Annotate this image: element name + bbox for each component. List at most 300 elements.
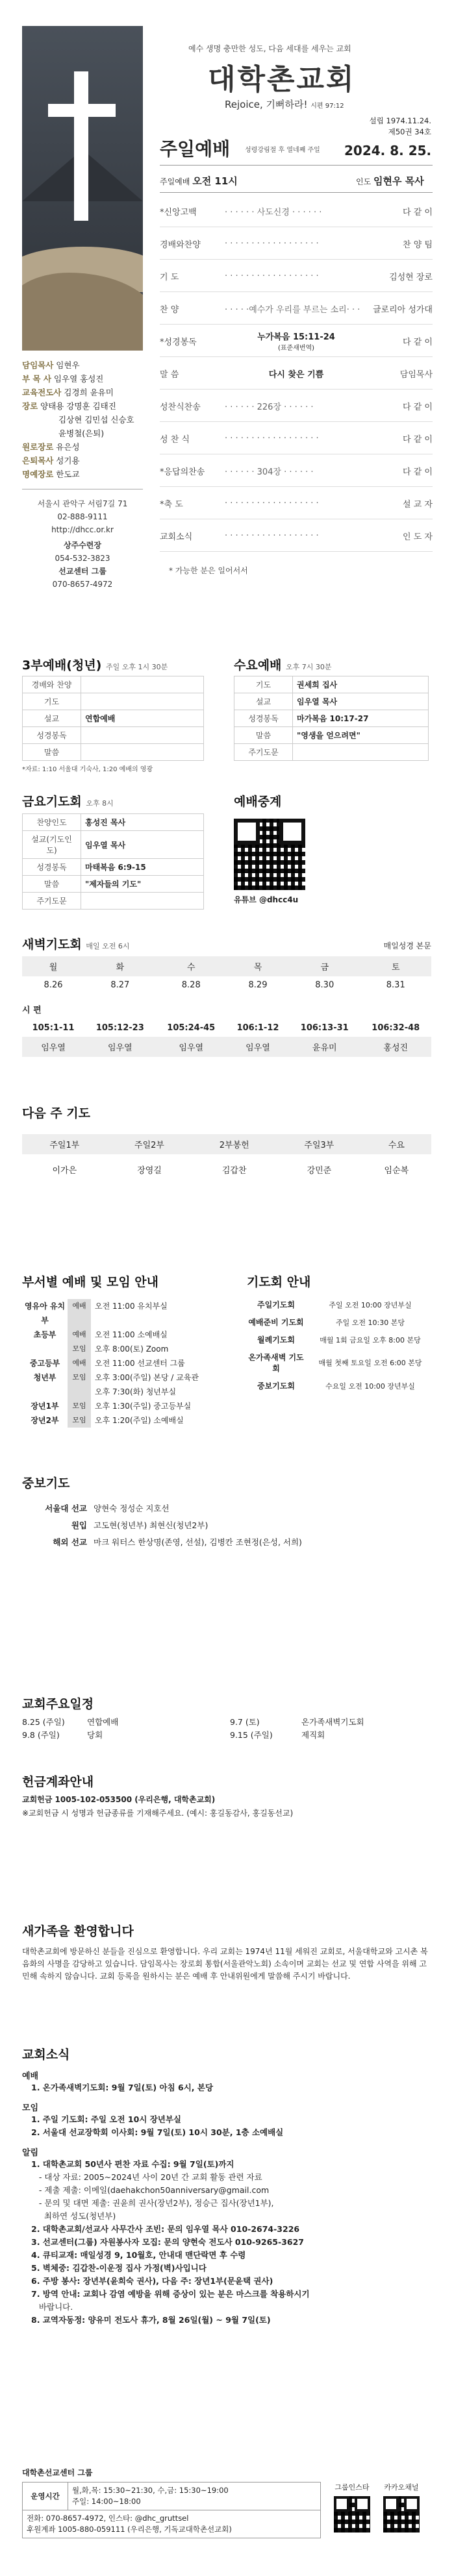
order-row <box>160 422 433 454</box>
order-mid: · · · · · · · · · · · · · · · · · · <box>225 271 319 281</box>
prayer-guide-row <box>247 1317 435 1328</box>
table-row <box>22 956 431 976</box>
next-prayer-header: 주일1부 <box>49 1141 80 1150</box>
service-time-label: 주일예배 <box>160 177 190 186</box>
news-item: 6. 주방 봉사: 장년부(윤희숙 권사), 다음 주: 장년1부(문윤택 권사) <box>31 2276 273 2286</box>
table-row <box>23 859 204 876</box>
prayer-guide <box>247 1272 435 1398</box>
welcome-section <box>22 1922 431 1983</box>
dept-info: 오전 11:00 유치부실 <box>95 1302 168 1311</box>
row-label: 찬양인도 <box>23 814 81 831</box>
row-label: 경배와 찬양 <box>23 676 81 693</box>
dawn-date: 8.26 <box>44 980 63 990</box>
service-time <box>160 174 238 188</box>
dept-info: 오전 11:00 소예배실 <box>95 1330 168 1339</box>
welcome-text: 대학촌교회에 방문하신 분들을 진심으로 환영합니다. 우리 교회는 1974년 11월 세워진 교회로, 서울대학교와 고시촌 복음화의 사명을 감당하고 있습니다. 담임목사는 장로회 통합(서울관악노회) 소속이며 교회는 선교 및 연합 사역을 위해 고민해 속하지 않습니다. 교회 등록을 원하시는 분은 예배 후 안내위원에게 말씀해 주시기 바랍니다. <box>22 1947 428 1981</box>
intercession-row <box>22 1517 431 1534</box>
next-prayer-header: 주일2부 <box>134 1141 164 1150</box>
dept-type: 모임 <box>68 1399 91 1413</box>
next-prayer-table <box>22 1134 431 1185</box>
dept-name: 청년부 <box>33 1373 57 1382</box>
youtube-handle[interactable]: 유튜브 @dhcc4u <box>234 895 299 904</box>
next-prayer-name: 김갑찬 <box>221 1166 247 1176</box>
order-item: 기 도 <box>160 272 179 282</box>
order-leader: 담임목사 <box>399 369 433 380</box>
order-item: 말 씀 <box>160 369 179 380</box>
row-label: 성경봉독 <box>23 859 81 876</box>
order-row <box>160 454 433 487</box>
mission-label: 선교센터 그룹 <box>58 567 107 576</box>
divider <box>160 551 433 552</box>
news-section-head: 예배 <box>22 2072 39 2081</box>
order-row <box>160 390 433 422</box>
dept-row <box>22 1299 223 1328</box>
hours-label: 운영시간 <box>23 2483 68 2510</box>
dept-type <box>68 1385 91 1399</box>
order-center-sub: (표준새번역) <box>277 345 315 352</box>
intercession-value: 마크 워터스 한상명(존영, 선설), 김병칸 조현정(은성, 서희) <box>94 1537 302 1547</box>
table-row <box>23 710 204 727</box>
news-item: 1. 대학촌교회 50년사 편찬 자료 수집: 9월 7일(토)까지 <box>31 2159 234 2169</box>
schedule-row <box>22 1729 431 1742</box>
service-lead-label: 인도 <box>356 177 372 186</box>
dawn-day: 월 <box>49 963 58 972</box>
order-mid: · · · · · · · · · · · · · · · · · · <box>225 530 319 541</box>
mission-account: 후원계좌 1005-880-059111 (우리은행, 기독교대학촌선교회) <box>27 2525 232 2534</box>
table-row <box>22 994 431 1019</box>
mission-center-title: 대학촌선교센터 그룹 <box>22 2468 93 2477</box>
schedule-row <box>22 1716 431 1729</box>
dept-row <box>22 1413 223 1428</box>
staff-role: 은퇴목사 <box>22 456 54 465</box>
news-item: - 문의 및 대면 제출: 권윤희 권사(장년2부), 정승근 집사(장년1부), <box>31 2198 274 2208</box>
table-row <box>23 814 204 831</box>
dept-type: 예배 <box>68 1299 91 1328</box>
table-row <box>22 1037 431 1057</box>
service-time-value: 오전 11시 <box>192 175 238 187</box>
dawn-day: 화 <box>116 963 125 972</box>
dept-type: 예배 <box>68 1356 91 1370</box>
branch-label: 상주수련장 <box>64 541 101 550</box>
schedule-date2: 9.15 (주일) <box>230 1730 273 1740</box>
prayer-guide-name: 월례기도회 <box>257 1335 295 1344</box>
news-item: 7. 방역 안내: 교회나 감염 예방을 위해 증상이 있는 분은 마스크를 착용하시기 <box>31 2289 310 2299</box>
prayer-guide-info: 수요일 오전 10:00 장년부실 <box>325 1381 415 1391</box>
row-value: "제자들의 기도" <box>81 876 204 893</box>
next-prayer-name: 강민준 <box>307 1166 332 1176</box>
rejoice-ref: 시편 97:12 <box>310 103 344 110</box>
prayer-guide-row <box>247 1380 435 1391</box>
table-row <box>234 676 429 693</box>
staff-role: 교육전도사 <box>22 388 62 397</box>
prayer-guide-name: 예배준비 기도회 <box>248 1318 304 1327</box>
row-value <box>81 693 204 710</box>
table-row <box>22 976 431 994</box>
table-row <box>234 727 429 744</box>
broadcast-title: 예배중계 <box>234 795 282 809</box>
staff-role: 장로 <box>22 401 38 411</box>
order-row <box>160 260 433 292</box>
divider <box>160 192 433 193</box>
dept-name <box>22 1342 68 1356</box>
offering-account: 교회헌금 1005-102-053500 (우리은행, 대학촌교회) <box>22 1795 216 1804</box>
wednesday-service <box>234 656 429 761</box>
staff-row <box>22 372 143 386</box>
dawn-psalm: 105:12-23 <box>95 1023 144 1033</box>
prayer-guide-name: 온가족새벽 기도회 <box>248 1353 304 1373</box>
next-prayer-name: 장영길 <box>137 1166 162 1176</box>
dept-info: 오전 11:00 선교센터 그룹 <box>95 1359 185 1368</box>
order-row <box>160 519 433 552</box>
order-item: 교회소식 <box>160 532 193 542</box>
prayer-guide-row <box>247 1299 435 1310</box>
row-value: 권세희 집사 <box>293 676 429 693</box>
order-row <box>160 292 433 325</box>
mission-center-box <box>22 2482 321 2538</box>
branch-phone: 054-532-3823 <box>55 554 110 563</box>
row-value <box>81 727 204 744</box>
table-row <box>22 1134 431 1154</box>
intercession-title: 중보기도 <box>22 1476 70 1491</box>
youth-table <box>22 676 204 761</box>
dept-row <box>22 1399 223 1413</box>
prayer-guide-name: 중보기도회 <box>257 1381 295 1391</box>
news-item: - 제출 제출: 이메일(daehakchon50anniversary@gmail.com <box>31 2185 270 2195</box>
order-leader: 글로리아 성가대 <box>372 304 433 315</box>
dept-row <box>22 1356 223 1370</box>
dawn-psalm: 106:1-12 <box>236 1023 279 1033</box>
row-label: 설교 <box>234 693 293 710</box>
staff-name: 유은성 <box>56 442 80 452</box>
table-row <box>234 744 429 761</box>
order-leader: 다 같 이 <box>403 337 433 347</box>
kakao-label: 카카오채널 <box>384 2483 419 2492</box>
service-title: 주일예배 <box>160 138 231 160</box>
dept-type: 모임 <box>68 1370 91 1385</box>
row-value <box>81 893 204 910</box>
youth-service <box>22 656 210 773</box>
rejoice-verse <box>225 97 344 111</box>
staff-row <box>22 358 143 372</box>
order-leader: 다 같 이 <box>403 467 433 477</box>
order-mid: · · · · · · · · · · · · · · · · · · <box>225 238 319 249</box>
kakao-channel <box>383 2482 420 2538</box>
staff-name: 성기용 <box>56 456 80 465</box>
table-row <box>23 693 204 710</box>
staff-role: 부 목 사 <box>22 374 51 384</box>
next-prayer-header: 주일3부 <box>304 1141 334 1150</box>
dept-row <box>22 1370 223 1385</box>
order-item: *신앙고백 <box>160 207 197 217</box>
dawn-date: 8.27 <box>110 980 130 990</box>
friday-table <box>22 813 204 910</box>
order-row <box>160 487 433 519</box>
church-motto: 예수 생명 충만한 성도, 다음 세대를 세우는 교회 <box>188 44 351 53</box>
group-insta-label: 그룹인스타 <box>334 2483 370 2492</box>
footer <box>22 2467 438 2538</box>
psalm-label: 시 편 <box>22 1006 42 1015</box>
row-label: 기도 <box>23 693 81 710</box>
order-center-text: 다시 찾은 기쁨 <box>268 369 324 380</box>
table-row <box>234 693 429 710</box>
staff-name: 임우열 홍성진 <box>53 374 104 384</box>
broadcast-section <box>234 792 364 905</box>
intercession-label: 서울대 선교 <box>45 1504 87 1513</box>
intercession-label: 해외 선교 <box>53 1537 87 1547</box>
dawn-leader: 홍성진 <box>383 1043 409 1053</box>
next-prayer-title: 다음 주 기도 <box>22 1106 90 1121</box>
staff-row <box>22 386 143 399</box>
row-label: 설교(기도인도) <box>23 831 81 859</box>
schedule-event2: 제직회 <box>301 1730 325 1740</box>
dawn-leader: 윤유미 <box>312 1043 337 1053</box>
order-leader: 다 같 이 <box>403 434 433 445</box>
order-item: 찬 양 <box>160 304 179 315</box>
table-row <box>22 1154 431 1185</box>
dawn-day: 수 <box>186 963 195 972</box>
friday-prayer <box>22 792 210 910</box>
dawn-day: 목 <box>253 963 262 972</box>
dawn-leader: 임우열 <box>246 1043 270 1053</box>
intercession-value: 고도현(청년부) 최현신(청년2부) <box>94 1520 208 1530</box>
news-item: 1. 주일 기도회: 주일 오전 10시 장년부실 <box>31 2114 182 2124</box>
order-mid: · · · · ·예수가 우리를 부르는 소리· · · <box>225 304 360 315</box>
schedule-event: 연합예배 <box>87 1717 119 1727</box>
order-item: 경배와찬양 <box>160 240 201 250</box>
dept-type: 모임 <box>68 1413 91 1428</box>
order-leader: 다 같 이 <box>403 207 433 217</box>
row-value: 연합예배 <box>81 710 204 727</box>
table-row <box>23 876 204 893</box>
staff-role: 담임목사 <box>22 360 54 370</box>
dept-name <box>22 1385 68 1399</box>
dawn-psalm: 106:32-48 <box>372 1023 420 1033</box>
volume: 제50권 34호 <box>388 127 431 136</box>
order-mid: · · · · · · · · · · · · · · · · · · <box>225 498 319 508</box>
order-item: *성경봉독 <box>160 337 197 347</box>
order-row <box>160 357 433 390</box>
dept-type: 모임 <box>68 1342 91 1356</box>
dawn-psalm: 105:24-45 <box>167 1023 216 1033</box>
staff-name: 한도교 <box>56 469 80 479</box>
kakao-qr-icon[interactable] <box>383 2496 420 2533</box>
dept-name: 영유아 유치부 <box>24 1302 66 1325</box>
staff-role: 명예장로 <box>22 469 54 479</box>
staff-row <box>22 467 143 481</box>
order-item: *축 도 <box>160 499 183 510</box>
dawn-bible-label: 매일성경 본문 <box>383 941 431 950</box>
news-item: 3. 선교센터(그룹) 자원봉사자 모집: 문의 양현숙 전도사 010-9265-3627 <box>31 2237 304 2247</box>
phone: 02-888-9111 <box>57 512 108 521</box>
dept-name: 장년2부 <box>31 1416 59 1425</box>
intercession-row <box>22 1500 431 1517</box>
hours-sunday: 주일: 14:00~18:00 <box>72 2497 141 2506</box>
dawn-leader: 임우열 <box>107 1043 132 1053</box>
staff-row <box>22 427 143 440</box>
service-lead <box>356 174 424 188</box>
row-value: 홍성진 목사 <box>81 814 204 831</box>
row-value <box>293 744 429 761</box>
order-center <box>225 330 368 352</box>
prayer-guide-info: 매월 1회 금요일 오후 8:00 본당 <box>320 1335 421 1344</box>
mission-contact: 전화: 070-8657-4972, 인스타: @dhc_gruttsel <box>27 2514 189 2523</box>
row-value: 임우열 목사 <box>81 831 204 859</box>
news-section-head: 모임 <box>22 2103 39 2113</box>
dept-row <box>22 1328 223 1342</box>
news-list <box>22 2069 431 2327</box>
news-item: - 대상 자료: 2005~2024년 사이 20년 간 교회 활동 관련 자료 <box>31 2172 262 2182</box>
dawn-prayer <box>22 935 431 1057</box>
order-leader: 김성현 장로 <box>389 272 433 282</box>
dept-list <box>22 1299 223 1428</box>
dept-info: 오후 8:00(토) Zoom <box>95 1344 169 1354</box>
schedule-section <box>22 1694 431 1742</box>
row-label: 성경봉독 <box>23 727 81 744</box>
dawn-date: 8.30 <box>315 980 334 990</box>
dept-type: 예배 <box>68 1328 91 1342</box>
hours-weekday: 월,화,목: 15:30~21:30, 수,금: 15:30~19:00 <box>72 2486 229 2495</box>
staff-name: 김상현 김민섭 신승호 <box>58 415 134 425</box>
prayer-guide-row <box>247 1352 435 1374</box>
dawn-psalm: 106:13-31 <box>300 1023 349 1033</box>
table-row <box>23 744 204 761</box>
table-row <box>22 1019 431 1037</box>
order-mid: · · · · · · 226장 · · · · · · <box>225 402 314 412</box>
dept-name: 초등부 <box>33 1330 57 1339</box>
dept-info: 오후 1:20(주일) 소예배실 <box>95 1416 184 1425</box>
order-item: *응답의찬송 <box>160 467 205 477</box>
welcome-title: 새가족을 환영합니다 <box>22 1924 134 1938</box>
row-value: "영생을 얻으려면" <box>293 727 429 744</box>
news-item: 2. 서울대 선교장학회 이사회: 9월 7일(토) 10시 30분, 1층 소예배실 <box>31 2127 284 2137</box>
news-item: 1. 온가족새벽기도회: 9월 7일(토) 아침 6시, 본당 <box>31 2083 214 2092</box>
contact-info <box>22 497 143 591</box>
next-prayer-name: 이가은 <box>52 1166 77 1176</box>
staff-row <box>22 413 143 427</box>
intercession-section <box>22 1474 431 1551</box>
staff-row <box>22 399 143 413</box>
table-row <box>23 676 204 693</box>
next-prayer <box>22 1104 431 1185</box>
service-date: 2024. 8. 25. <box>344 143 432 158</box>
schedule-list <box>22 1716 431 1742</box>
row-value: 마가복음 10:17-27 <box>293 710 429 727</box>
dawn-psalm: 105:1-11 <box>32 1023 75 1033</box>
news-item: 8. 교역자동정: 양유미 전도사 휴가, 8월 26일(월) ~ 9월 7일(토) <box>31 2315 271 2325</box>
order-mid: · · · · · · 사도신경 · · · · · · <box>225 207 322 217</box>
youth-note: *자료: 1:10 서울대 기숙사, 1:20 예배의 영광 <box>22 766 153 773</box>
row-label: 설교 <box>23 710 81 727</box>
dawn-title: 새벽기도회 매일 오전 6시 <box>22 937 130 952</box>
service-lead-value: 임현우 목사 <box>373 175 424 187</box>
news-title: 교회소식 <box>22 2048 70 2062</box>
next-prayer-header: 수요 <box>388 1141 405 1150</box>
schedule-date: 8.25 (주일) <box>22 1717 65 1727</box>
rejoice-text: Rejoice, 기뻐하라! <box>225 99 308 110</box>
staff-name: 임현우 <box>56 360 80 370</box>
staff-role: 원로장로 <box>22 442 54 452</box>
wednesday-title: 수요예배 오후 7시 30분 <box>234 658 332 673</box>
homepage-link[interactable]: http://dhcc.or.kr <box>51 525 114 534</box>
schedule-event2: 온가족새벽기도회 <box>301 1717 364 1727</box>
church-name: 대학촌교회 <box>208 63 356 96</box>
row-label: 기도 <box>234 676 293 693</box>
established-info <box>334 116 431 138</box>
prayer-guide-title: 기도회 안내 <box>247 1275 311 1289</box>
intercession-row <box>22 1534 431 1551</box>
dept-info: 오후 1:30(주일) 중고등부실 <box>95 1402 192 1411</box>
row-label: 말씀 <box>23 744 81 761</box>
row-value <box>81 744 204 761</box>
dept-title: 부서별 예배 및 모임 안내 <box>22 1275 158 1289</box>
prayer-guide-name: 주일기도회 <box>257 1300 295 1309</box>
dawn-table <box>22 956 431 1057</box>
insta-qr-icon[interactable] <box>334 2496 370 2533</box>
schedule-date2: 9.7 (토) <box>230 1717 260 1727</box>
dept-info: 오후 7:30(화) 청년부실 <box>95 1387 177 1396</box>
address: 서울시 관악구 서림7길 71 <box>37 499 128 508</box>
dept-info: 오후 3:00(주일) 본당 / 교육관 <box>95 1373 199 1382</box>
news-section <box>22 2045 431 2327</box>
news-item: 최하연 성도(청년부) <box>31 2211 116 2221</box>
dept-section <box>22 1272 223 1428</box>
staff-name: 김경희 윤유미 <box>64 388 114 397</box>
wednesday-table <box>234 676 429 761</box>
staff-list <box>22 351 143 481</box>
schedule-title: 교회주요일정 <box>22 1697 94 1711</box>
staff-name: 양태용 강명훈 김태진 <box>40 401 116 411</box>
youtube-qr-icon[interactable] <box>234 819 305 890</box>
dawn-day: 금 <box>320 963 329 972</box>
prayer-guide-info: 매월 첫째 토요일 오전 6:00 본당 <box>318 1359 422 1367</box>
group-insta <box>334 2482 370 2538</box>
intercession-list <box>22 1500 431 1551</box>
dawn-leader: 임우열 <box>41 1043 66 1053</box>
order-leader: 설 교 자 <box>403 499 433 510</box>
intercession-label: 원입 <box>71 1520 87 1530</box>
order-mid: · · · · · · · · · · · · · · · · · · <box>225 433 319 443</box>
schedule-event: 당회 <box>87 1730 103 1740</box>
dawn-date: 8.31 <box>386 980 405 990</box>
news-item: 5. 벽체중: 김갑찬-이운정 집사 가정(벽)사입니다 <box>31 2263 207 2273</box>
dept-row <box>22 1385 223 1399</box>
staff-row <box>22 454 143 467</box>
row-value: 마태복음 6:9-15 <box>81 859 204 876</box>
row-label: 말씀 <box>234 727 293 744</box>
established-date: 설립 1974.11.24. <box>369 116 431 125</box>
offering-section <box>22 1772 431 1818</box>
row-label: 말씀 <box>23 876 81 893</box>
order-leader: 다 같 이 <box>403 402 433 412</box>
prayer-guide-info: 주일 오전 10:30 본당 <box>336 1318 405 1327</box>
order-row <box>160 195 433 227</box>
news-item: 바랍니다. <box>31 2302 73 2312</box>
row-value <box>81 676 204 693</box>
friday-title: 금요기도회 오후 8시 <box>22 795 114 809</box>
order-leader: 인 도 자 <box>403 532 433 542</box>
row-label: 주기도문 <box>234 744 293 761</box>
row-label: 주기도문 <box>23 893 81 910</box>
news-item: 4. 큐티교재: 매일성경 9, 10월호, 안내대 맨단락면 후 수령 <box>31 2250 246 2260</box>
dept-name: 중고등부 <box>29 1359 60 1368</box>
service-subtitle: 성령강림절 후 열네째 주일 <box>245 147 320 154</box>
order-item: 성 찬 식 <box>160 434 190 445</box>
order-center-text: 누가복음 15:11-24 <box>257 332 335 342</box>
staff-name: 윤병철(은퇴) <box>58 428 105 438</box>
dawn-date: 8.28 <box>181 980 201 990</box>
mission-phone: 070-8657-4972 <box>52 580 113 589</box>
prayer-guide-info: 주일 오전 10:00 장년부실 <box>329 1300 412 1309</box>
